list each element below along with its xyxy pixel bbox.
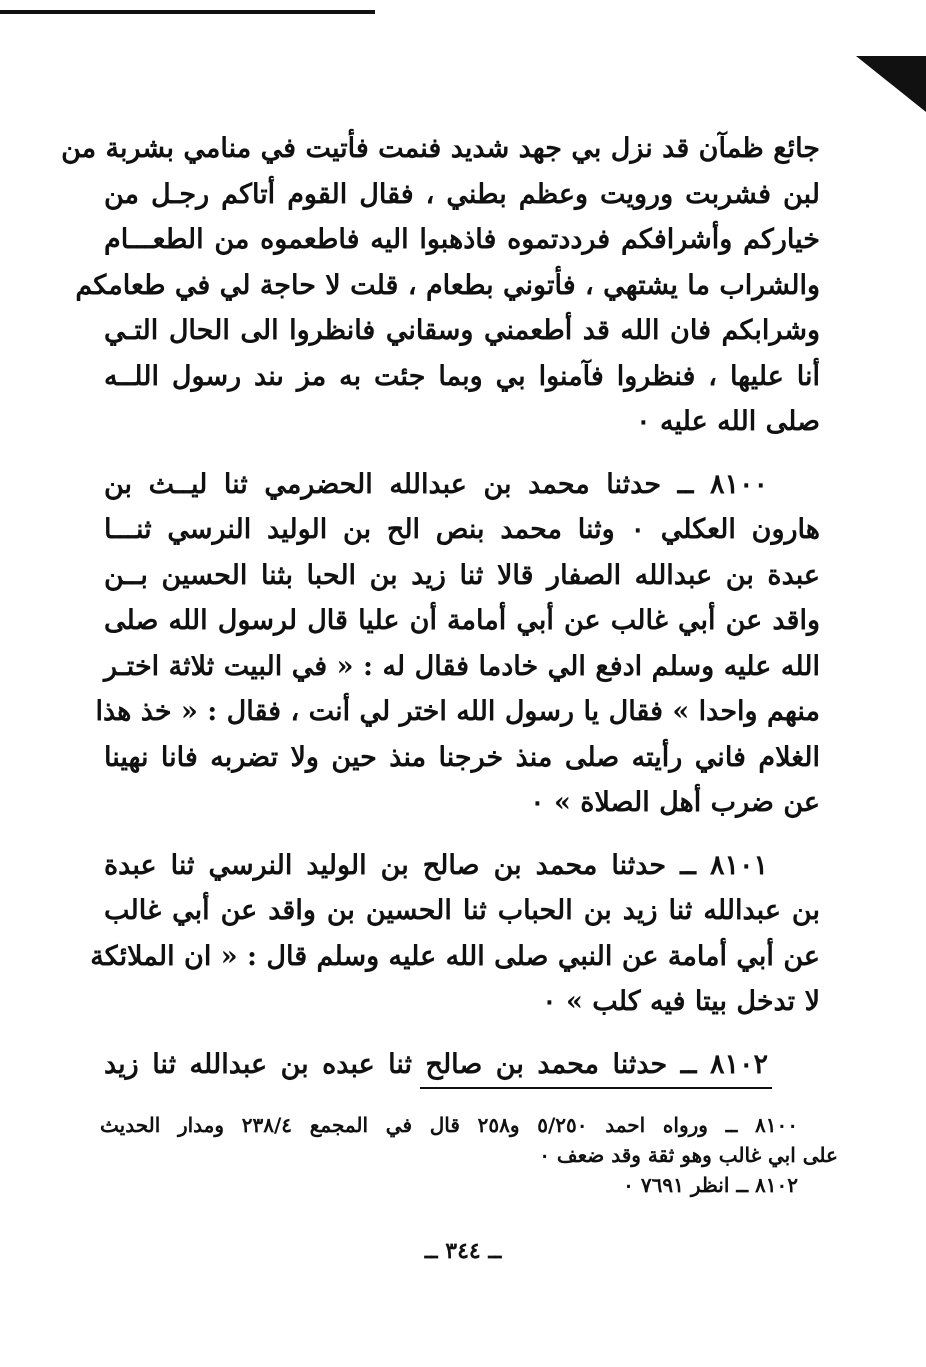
text-line: ٨١٠٢ ــ حدثنا محمد بن صالح ثنا عبده بن عبدالله ثنا زيد [104, 1048, 768, 1080]
paragraph-8102 [104, 1042, 820, 1088]
text-line: جائع ظمآن قد نزل بي جهد شديد فنمت فأتيت في منامي بشربة من [61, 133, 820, 164]
text-line: ٨١٠٠ ــ حدثنا محمد بن عبدالله الحضرمي ثنا ليــث بن [104, 468, 768, 500]
corner-mark [856, 56, 926, 112]
text-line: عن أبي أمامة عن النبي صلى الله عليه وسلم قال : « ان الملائكة [90, 940, 820, 972]
footnote-line: ٨١٠٠ ــ ورواه احمد ٥/٢٥٠ و٢٥٨ قال في المجمع ٢٣٨/٤ ومدار الحديث [100, 1113, 799, 1137]
text-line: واقد عن أبي غالب عن أبي أمامة أن عليا قال لرسول الله صلى [104, 605, 820, 636]
text-line: الله عليه وسلم ادفع الي خادما فقال له : « في البيت ثلاثة اختـر [104, 650, 820, 682]
text-line: خياركم وأشرافكم فرددتموه فاذهبوا اليه فاطعموه من الطعـــام [104, 224, 820, 255]
text-line: صلى الله عليه ٠ [636, 406, 820, 437]
text-line: هارون العكلي ٠ وثنا محمد بنص الح بن الوليد النرسي ثنـــا [104, 514, 820, 545]
footnote-line: ٨١٠٢ ــ انظر ٧٦٩١ ٠ [623, 1173, 798, 1197]
top-rule [0, 10, 375, 14]
text-line: لا تدخل بيتا فيه كلب » ٠ [542, 986, 820, 1017]
footnote-line: على ابي غالب وهو ثقة وقد ضعف ٠ [539, 1143, 838, 1167]
text-line: لبن فشربت ورويت وعظم بطني ، فقال القوم أتاكم رجـل من [104, 178, 820, 210]
corner-triangle-icon [856, 56, 926, 112]
text-line: بن عبدالله ثنا زيد بن الحباب ثنا الحسين بن واقد عن أبي غالب [104, 895, 820, 926]
main-text [61, 126, 820, 1087]
paragraph-8100 [95, 462, 820, 826]
text-line: عبدة بن عبدالله الصفار قالا ثنا زيد بن الحبا بثنا الحسين بــن [104, 559, 820, 591]
paragraph-8101 [90, 843, 820, 1025]
text-line: منهم واحدا » فقال يا رسول الله اختر لي أنت ، فقال : « خذ هذا [95, 696, 820, 727]
text-line: عن ضرب أهل الصلاة » ٠ [530, 787, 820, 818]
footnote-separator [420, 1087, 772, 1089]
footnotes [100, 1110, 838, 1200]
text-line: ٨١٠١ ــ حدثنا محمد بن صالح بن الوليد النرسي ثنا عبدة [104, 849, 768, 881]
text-line: والشراب ما يشتهي ، فأتوني بطعام ، قلت لا حاجة لي في طعامكم [75, 269, 820, 301]
text-line: الغلام فاني رأيته صلى منذ خرجنا منذ حين ولا تضربه فانا نهينا [104, 741, 820, 773]
text-line: وشرابكم فان الله قد أطعمني وسقاني فانظروا الى الحال التـي [104, 315, 820, 346]
text-line: أنا عليها ، فنظروا فآمنوا بي وبما جئت به مز ىند رسول اللــه [104, 360, 820, 392]
paragraph-1 [61, 126, 820, 445]
page-number: ــ ٣٤٤ ــ [424, 1238, 502, 1264]
